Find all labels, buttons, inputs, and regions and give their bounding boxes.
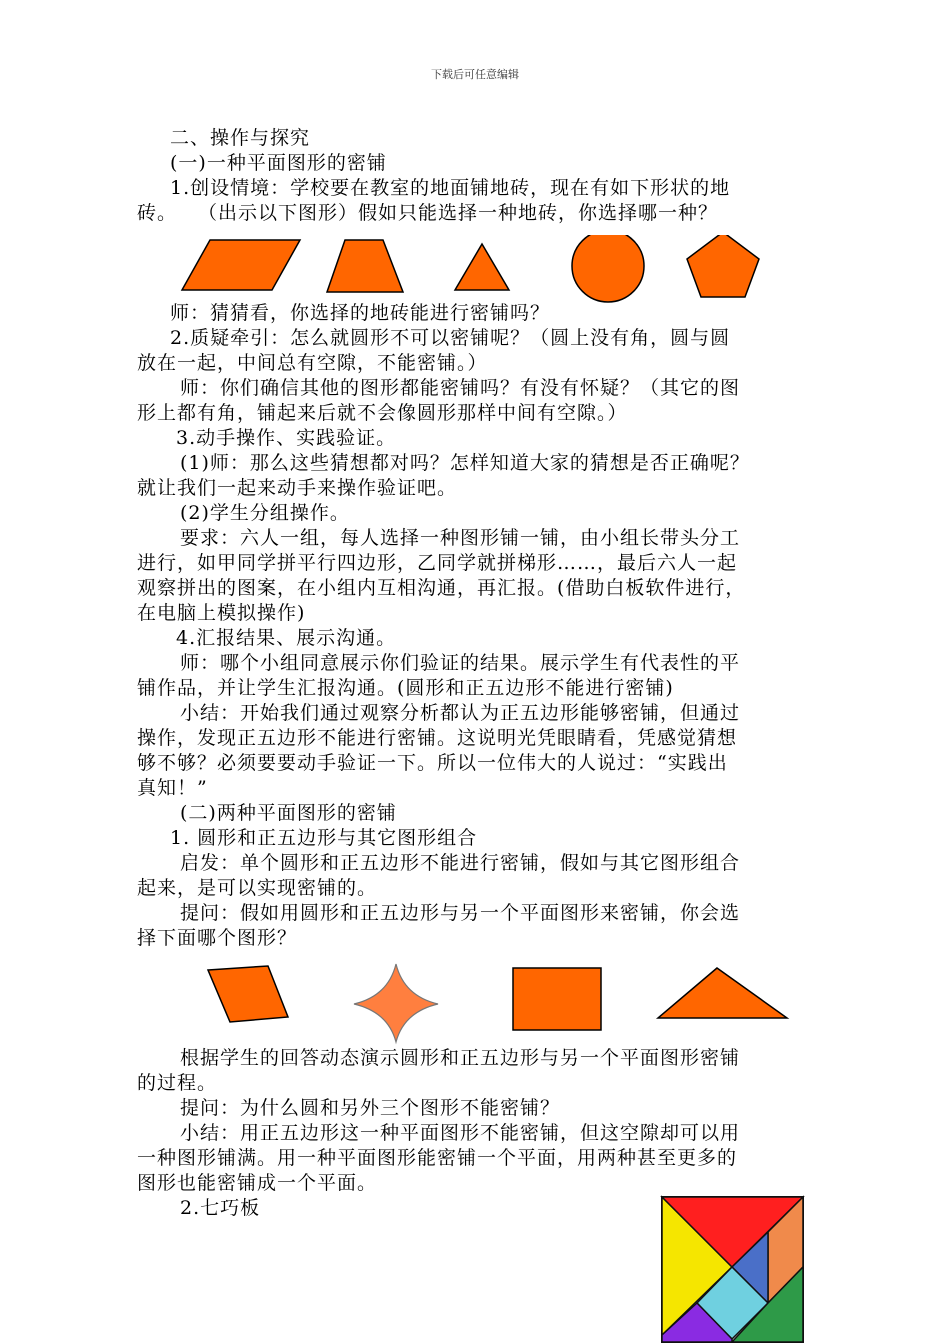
paragraph-line: 真知！” [137,777,208,799]
tile-shapes-row [180,235,780,305]
paragraph-line: 形上都有角，铺起来后就不会像圆形那样中间有空隙。） [137,402,628,424]
paragraph-line: 师：猜猜看，你选择的地砖能进行密铺吗？ [170,302,551,324]
section-heading: 二、操作与探究 [170,127,311,149]
obtuse-triangle-shape [658,968,787,1018]
star-shape [354,964,438,1042]
square-shape [513,968,601,1030]
paragraph-line: (2)学生分组操作。 [180,502,350,524]
rhombus-shape [208,966,288,1022]
paragraph-line: 2.质疑牵引：怎么就圆形不可以密铺呢？（圆上没有角，圆与圆 [170,327,731,349]
paragraph-line: 放在一起，中间总有空隙，不能密铺。） [137,352,488,374]
paragraph-line: 小结：开始我们通过观察分析都认为正五边形能够密铺，但通过 [180,702,741,724]
paragraph-line: 1. 圆形和正五边形与其它图形组合 [170,827,478,849]
paragraph-line: 在电脑上模拟操作) [137,602,306,624]
paragraph-line: 起来，是可以实现密铺的。 [137,877,378,899]
paragraph-line: 就让我们一起来动手来操作验证吧。 [137,477,458,499]
paragraph-line: 启发：单个圆形和正五边形不能进行密铺，假如与其它图形组合 [180,852,741,874]
paragraph-line: 够不够？必须要要动手验证一下。所以一位伟大的人说过：“实践出 [137,752,728,774]
subsection-heading: (二)两种平面图形的密铺 [180,802,397,824]
paragraph-line: 1.创设情境：学校要在教室的地面铺地砖，现在有如下形状的地 [170,177,731,199]
paragraph-line: 提问：假如用圆形和正五边形与另一个平面图形来密铺，你会选 [180,902,741,924]
paragraph-line: 小结：用正五边形这一种平面图形不能密铺，但这空隙却可以用 [180,1122,741,1144]
paragraph-line: 的过程。 [137,1072,218,1094]
paragraph-line: 砖。 （出示以下图形）假如只能选择一种地砖，你选择哪一种？ [137,202,719,224]
paragraph-line: 铺作品，并让学生汇报沟通。(圆形和正五边形不能进行密铺) [137,677,674,699]
triangle-shape [455,244,509,290]
tangram-image [660,1195,805,1344]
paragraph-line: 师：哪个小组同意展示你们验证的结果。展示学生有代表性的平 [180,652,741,674]
subsection-heading: (一)一种平面图形的密铺 [170,152,387,174]
parallelogram-shape [182,240,300,290]
paragraph-line: 师：你们确信其他的图形都能密铺吗？有没有怀疑？（其它的图 [180,377,741,399]
tile-shapes-row-2 [200,962,800,1047]
paragraph-line: 要求：六人一组，每人选择一种图形铺一铺，由小组长带头分工 [180,527,741,549]
paragraph-line: 图形也能密铺成一个平面。 [137,1172,378,1194]
paragraph-line: 根据学生的回答动态演示圆形和正五边形与另一个平面图形密铺 [180,1047,741,1069]
circle-shape [572,235,644,302]
paragraph-line: 进行，如甲同学拼平行四边形，乙同学就拼梯形……，最后六人一起 [137,552,738,574]
paragraph-line: 一种图形铺满。用一种平面图形能密铺一个平面，用两种甚至更多的 [137,1147,738,1169]
paragraph-line: 操作，发现正五边形不能进行密铺。这说明光凭眼睛看，凭感觉猜想 [137,727,738,749]
paragraph-line: 2.七巧板 [180,1197,261,1219]
paragraph-line: 3.动手操作、实践验证。 [176,427,397,449]
paragraph-line: 观察拼出的图案，在小组内互相沟通，再汇报。(借助白板软件进行， [137,577,746,599]
page-header: 下载后可任意编辑 [431,68,519,81]
paragraph-line: 4.汇报结果、展示沟通。 [176,627,397,649]
paragraph-line: (1)师：那么这些猜想都对吗？怎样知道大家的猜想是否正确呢？ [180,452,750,474]
paragraph-line: 提问：为什么圆和另外三个图形不能密铺？ [180,1097,561,1119]
pentagon-shape [687,235,759,297]
paragraph-line: 择下面哪个图形？ [137,927,298,949]
trapezoid-shape [327,240,403,292]
